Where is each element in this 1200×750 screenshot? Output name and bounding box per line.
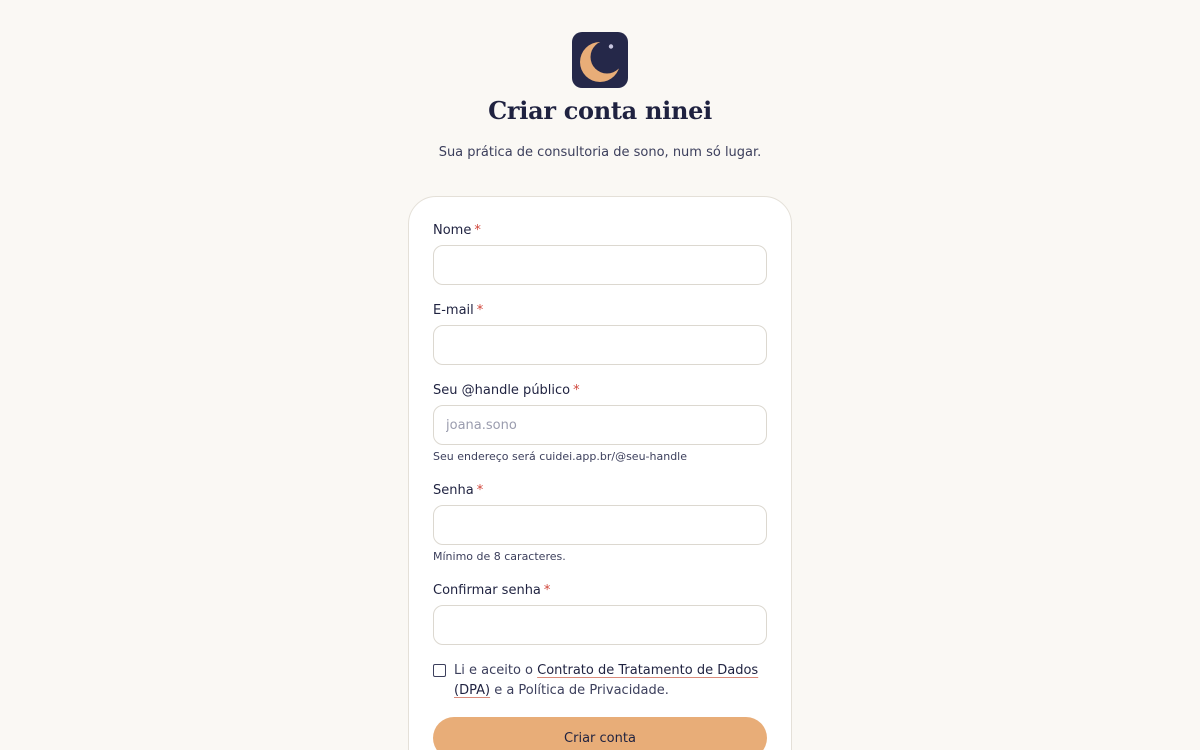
password-hint: Mínimo de 8 caracteres. [433,550,566,563]
handle-label-text: Seu @handle público [433,383,571,398]
confirm-password-label [433,583,550,598]
name-label [433,223,481,238]
page-subtitle: Sua prática de consultoria de sono, num só lugar. [438,145,762,160]
password-input[interactable] [433,505,767,545]
consent-prefix: Li e aceito o [454,663,538,678]
required-marker: * [474,223,481,238]
password-label [433,483,483,498]
confirm-password-input[interactable] [433,605,767,645]
confirm-password-label-text: Confirmar senha [433,583,541,598]
password-label-text: Senha [433,483,474,498]
required-marker: * [573,383,580,398]
required-marker: * [543,583,551,598]
name-input[interactable] [433,245,767,285]
name-label-text: Nome [433,223,472,238]
app-logo [572,32,628,88]
email-label [433,303,483,318]
handle-input[interactable] [433,405,767,445]
create-account-button[interactable]: Criar conta [433,717,767,750]
email-label-text: E-mail [433,303,474,318]
dpa-link[interactable]: Contrato de Tratamento de Dados (DPA) [454,663,759,698]
consent-checkbox[interactable] [433,664,446,677]
consent-suffix: e a Política de Privacidade. [490,683,669,698]
handle-hint: Seu endereço será cuidei.app.br/@seu-handle [433,450,688,463]
required-marker: * [476,303,484,318]
consent-text [454,661,764,701]
required-marker: * [476,483,484,498]
page-title: Criar conta ninei [488,96,712,125]
crescent-moon-icon [572,32,628,88]
email-input[interactable] [433,325,767,365]
handle-label [433,383,580,398]
